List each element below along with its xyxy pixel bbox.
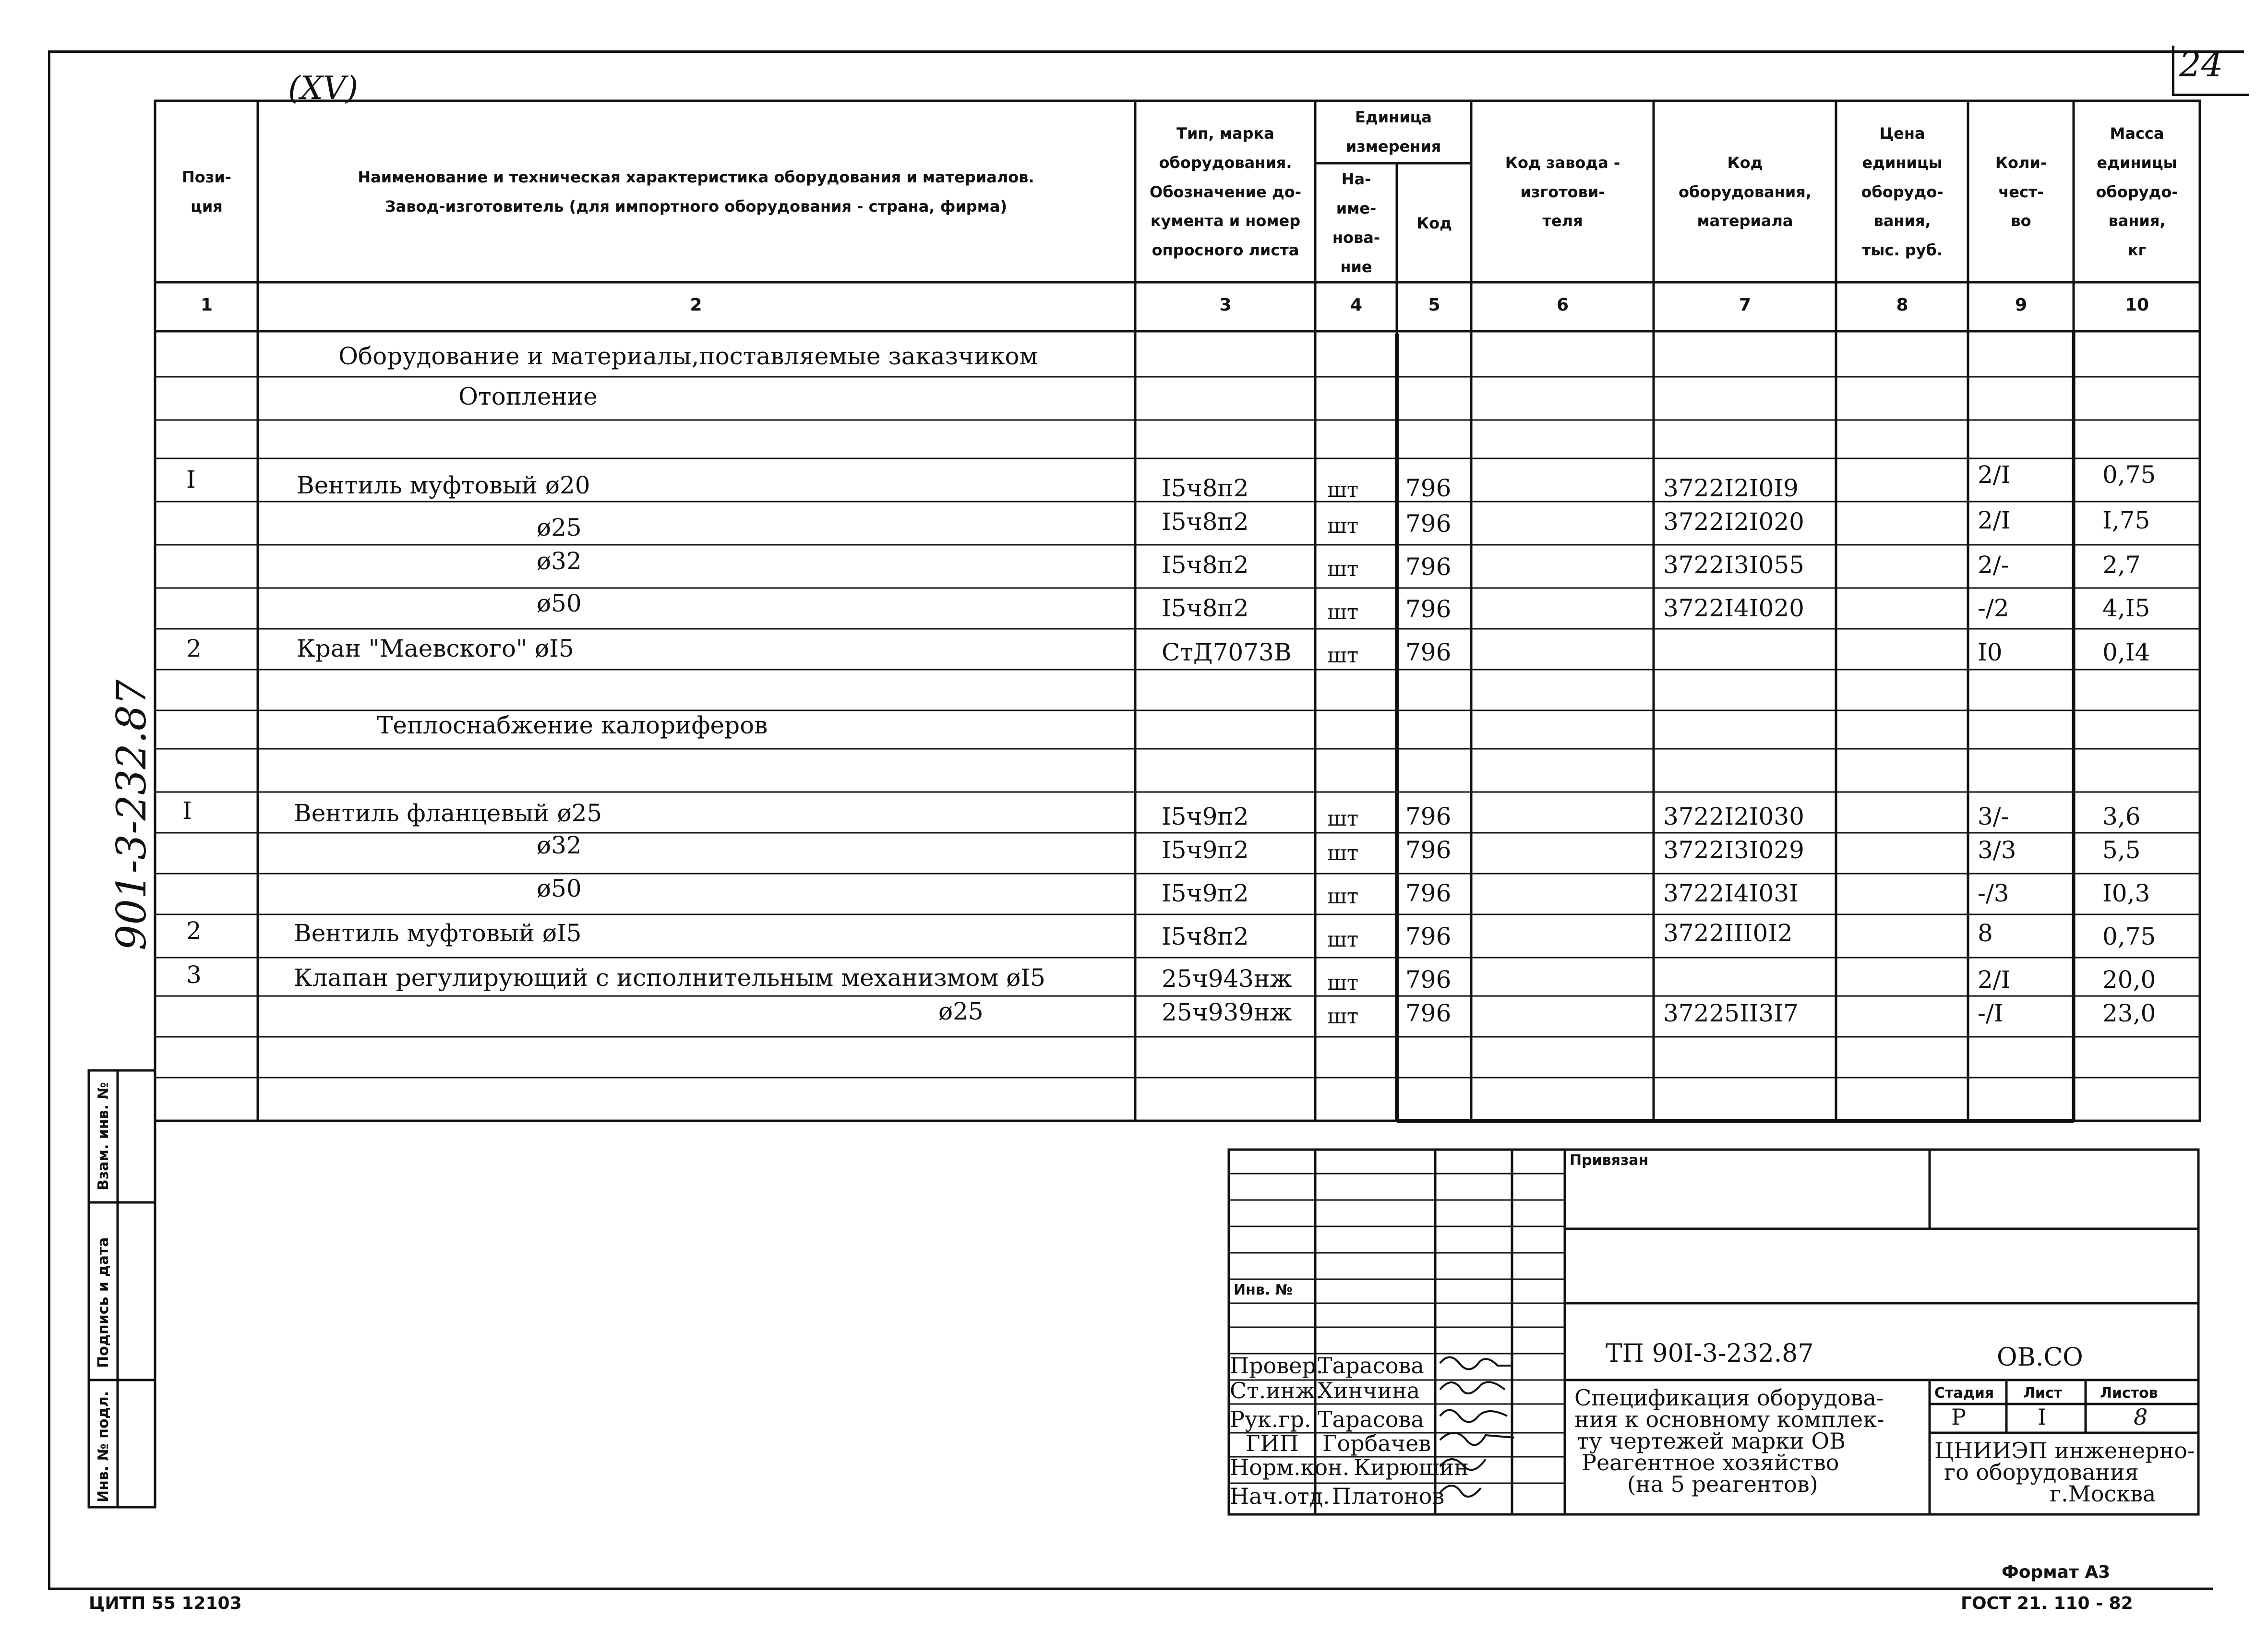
row-unit: шт	[1327, 557, 1359, 581]
header-col-7: Код оборудования, материала	[1679, 153, 1812, 230]
row-unit: шт	[1327, 884, 1359, 909]
row-type: СтД7073В	[1162, 638, 1292, 666]
attached-label: Привязан	[1570, 1152, 1649, 1169]
row-name: Кран "Маевского" øI5	[297, 635, 574, 662]
row-mass: 4,I5	[2102, 594, 2150, 622]
side-document-code: 901-3-232.87	[108, 679, 155, 950]
header-num-8: 8	[1896, 295, 1908, 315]
side-label-replacement-inv: Взам. инв. №	[95, 1082, 112, 1190]
row-qty: 2/-	[1978, 551, 2009, 579]
row-mass: 0,75	[2102, 461, 2156, 489]
header-col-1: Пози- ция	[181, 168, 232, 216]
row-name: Вентиль фланцевый ø25	[294, 799, 602, 827]
row-code: 796	[1405, 966, 1452, 994]
row-matcode: 3722I3I029	[1663, 836, 1804, 864]
header-col-8: Цена единицы оборудо- вания, тыс. руб.	[1861, 124, 1944, 260]
row-matcode: 3722III0I2	[1663, 919, 1793, 947]
row-type: I5ч9п2	[1162, 803, 1249, 830]
row-name: ø25	[938, 997, 984, 1025]
row-mass: 20,0	[2102, 966, 2156, 994]
header-col-6: Код завода - изготови- теля	[1505, 153, 1620, 230]
sheets-value: 8	[2134, 1404, 2148, 1430]
header-num-9: 9	[2015, 295, 2028, 315]
row-pos: 2	[186, 635, 202, 662]
stage-label: Стадия	[1934, 1385, 1994, 1402]
row-code: 796	[1405, 923, 1452, 950]
row-name: ø32	[537, 547, 582, 575]
row-code: 796	[1405, 879, 1452, 907]
header-num-7: 7	[1739, 295, 1752, 315]
footer-gost: ГОСТ 21. 110 - 82	[1961, 1594, 2133, 1613]
row-name: Вентиль муфтовый øI5	[294, 919, 582, 947]
row-matcode: 3722I4I020	[1663, 594, 1804, 622]
row-type: 25ч939нж	[1162, 998, 1292, 1026]
signature-name: Тарасова	[1318, 1406, 1424, 1432]
row-type: I5ч9п2	[1162, 836, 1249, 864]
row-qty: 2/I	[1978, 966, 2011, 994]
header-col-9: Коли- чест- во	[1995, 153, 2047, 230]
row-matcode: 3722I2I0I9	[1663, 474, 1799, 502]
description-line: Реагентное хозяйство	[1582, 1450, 1839, 1476]
row-name: Клапан регулирующий с исполнительным механизмом øI5	[294, 964, 1045, 992]
organization-line: ЦНИИЭП инженерно-	[1934, 1438, 2195, 1464]
header-num-10: 10	[2124, 295, 2149, 315]
header-col-3: Тип, марка оборудования. Обозначение до- кумента и номер опросного листа	[1150, 124, 1301, 260]
side-label-signature-date: Подпись и дата	[95, 1237, 112, 1368]
row-unit: шт	[1327, 514, 1359, 538]
row-type: I5ч8п2	[1162, 923, 1249, 950]
row-mass: 3,6	[2102, 803, 2141, 830]
row-matcode: 3722I4I03I	[1663, 879, 1799, 907]
row-unit: шт	[1327, 1004, 1359, 1029]
inv-no-label: Инв. №	[1234, 1282, 1293, 1298]
row-matcode: 3722I2I030	[1663, 803, 1804, 830]
row-code: 796	[1405, 510, 1452, 538]
header-unit-group: Единица измерения	[1345, 108, 1441, 156]
sheet-label: Лист	[2023, 1385, 2063, 1402]
signature-role: ГИП	[1246, 1430, 1299, 1456]
row-pos: 2	[186, 917, 202, 945]
row-mass: 0,75	[2102, 923, 2156, 950]
row-qty: I0	[1978, 638, 2003, 666]
description-line: ту чертежей марки ОВ	[1577, 1428, 1846, 1454]
sheet-value: I	[2038, 1404, 2047, 1430]
row-matcode: 3722I3I055	[1663, 551, 1804, 579]
row-type: I5ч8п2	[1162, 474, 1249, 502]
row-mass: 23,0	[2102, 999, 2156, 1027]
row-unit: шт	[1327, 927, 1359, 952]
signature-role: Рук.гр.	[1230, 1406, 1311, 1432]
row-qty: 3/3	[1978, 836, 2016, 864]
row-unit: шт	[1327, 806, 1359, 831]
header-num-3: 3	[1219, 295, 1232, 315]
row-qty: 8	[1978, 919, 1993, 947]
header-num-4: 4	[1350, 295, 1363, 315]
row-type: I5ч8п2	[1162, 551, 1249, 579]
row-code: 796	[1405, 553, 1452, 581]
section-heading: Теплоснабжение калориферов	[377, 711, 768, 739]
row-name: ø25	[537, 514, 582, 541]
row-unit: шт	[1327, 643, 1359, 668]
row-qty: -/2	[1978, 594, 2009, 622]
organization-line: г.Москва	[2050, 1481, 2156, 1507]
side-label-original-inv: Инв. № подл.	[95, 1391, 112, 1502]
row-pos: 3	[186, 961, 202, 989]
row-mass: I0,3	[2102, 879, 2150, 907]
row-type: I5ч8п2	[1162, 508, 1249, 536]
row-unit: шт	[1327, 841, 1359, 865]
row-code: 796	[1405, 638, 1452, 666]
row-qty: -/3	[1978, 879, 2009, 907]
description-line: (на 5 реагентов)	[1627, 1471, 1818, 1497]
organization-line: го оборудования	[1944, 1459, 2139, 1485]
signature-name: Тарасова	[1318, 1353, 1424, 1379]
row-code: 796	[1405, 999, 1452, 1027]
row-name: ø50	[537, 875, 582, 902]
row-pos: I	[186, 466, 196, 493]
header-num-5: 5	[1428, 295, 1440, 315]
row-mass: 2,7	[2102, 551, 2141, 579]
signature-role: Нач.отд.	[1230, 1483, 1330, 1509]
header-num-1: 1	[200, 295, 213, 315]
signature-name: Горбачев	[1322, 1430, 1431, 1456]
row-matcode: 3722I2I020	[1663, 508, 1804, 536]
row-qty: -/I	[1978, 999, 2004, 1027]
footer-format: Формат А3	[2002, 1562, 2111, 1582]
sheet-number: 24	[2179, 44, 2223, 84]
signature-role: Провер.	[1230, 1353, 1323, 1379]
header-col-10: Масса единицы оборудо- вания, кг	[2096, 124, 2178, 260]
row-unit: шт	[1327, 971, 1359, 995]
footer-print-code: ЦИТП 55 12103	[89, 1594, 242, 1613]
header-num-6: 6	[1556, 295, 1569, 315]
description-line: Спецификация оборудова-	[1574, 1385, 1884, 1411]
header-col-5: Код	[1416, 214, 1452, 232]
document-code: ТП 90I-3-232.87	[1606, 1339, 1814, 1368]
row-type: I5ч9п2	[1162, 879, 1249, 907]
row-type: 25ч943нж	[1162, 965, 1292, 993]
drawing-mark: ОВ.СО	[1997, 1343, 2083, 1372]
signature-name: Платонов	[1332, 1483, 1445, 1509]
row-mass: 5,5	[2102, 836, 2141, 864]
row-unit: шт	[1327, 600, 1359, 624]
row-unit: шт	[1327, 478, 1359, 502]
section-heading: Оборудование и материалы,поставляемые заказчиком	[338, 342, 1038, 370]
signature-role: Ст.инж.	[1230, 1378, 1323, 1404]
row-qty: 2/I	[1978, 461, 2011, 489]
description-line: ния к основному комплек-	[1574, 1406, 1884, 1432]
header-col-4: На- име- нова- ние	[1332, 170, 1380, 276]
handwritten-signatures	[1435, 1349, 1550, 1512]
sheets-label: Листов	[2100, 1385, 2158, 1402]
row-code: 796	[1405, 474, 1452, 502]
row-code: 796	[1405, 595, 1452, 623]
signature-role: Норм.кон.	[1230, 1454, 1350, 1480]
row-mass: I,75	[2102, 506, 2150, 534]
signature-name: Кирюшин	[1354, 1454, 1469, 1480]
signature-name: Хинчина	[1318, 1378, 1420, 1404]
row-matcode: 37225II3I7	[1663, 999, 1799, 1027]
row-pos: I	[182, 797, 192, 825]
row-type: I5ч8п2	[1162, 594, 1249, 622]
row-code: 796	[1405, 836, 1452, 864]
handwritten-annotation: (XV)	[288, 70, 359, 107]
row-qty: 3/-	[1978, 803, 2009, 830]
row-code: 796	[1405, 803, 1452, 830]
row-name: Вентиль муфтовый ø20	[297, 471, 590, 499]
stage-value: Р	[1951, 1404, 1966, 1430]
header-col-2: Наименование и техническая характеристика оборудования и материалов. Завод-изготовитель (для импортного оборудования - страна, фирма)	[358, 168, 1034, 216]
section-heading: Отопление	[458, 383, 598, 410]
row-qty: 2/I	[1978, 506, 2011, 534]
row-name: ø50	[537, 589, 582, 617]
header-num-2: 2	[690, 295, 702, 315]
row-name: ø32	[537, 831, 582, 859]
row-mass: 0,I4	[2102, 638, 2150, 666]
